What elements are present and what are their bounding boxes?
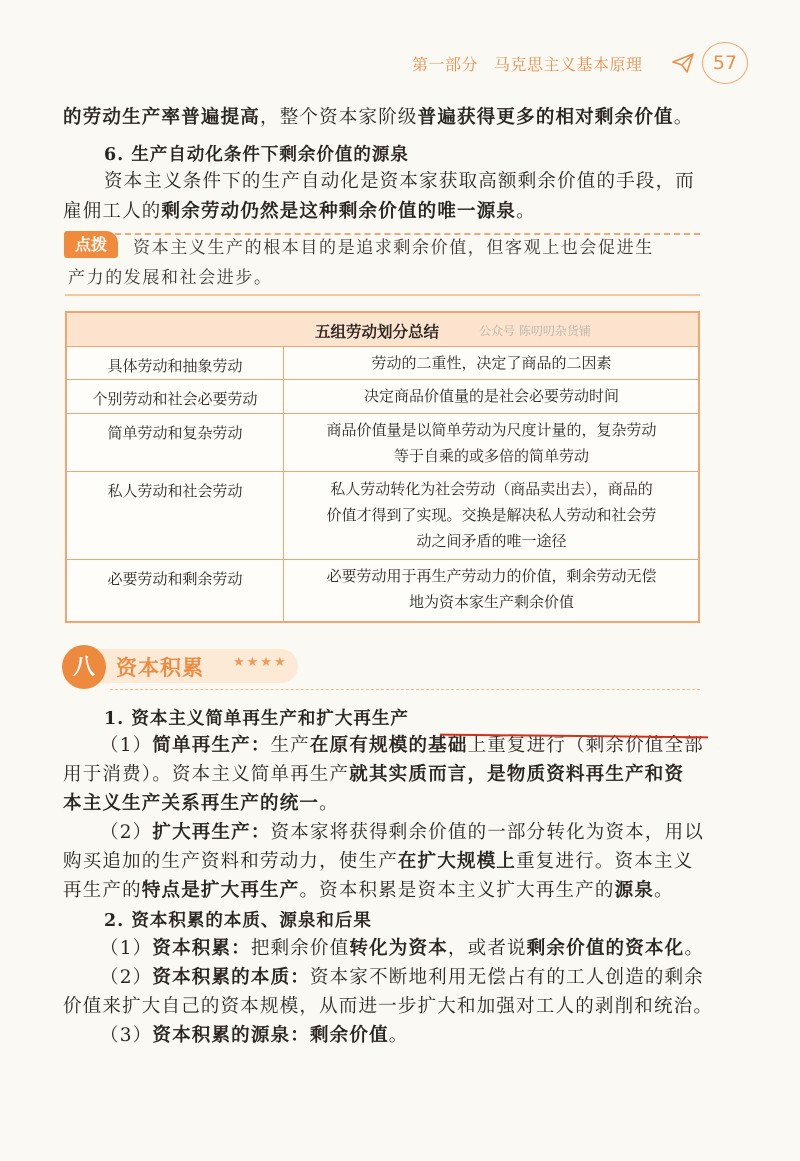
s2-p3-bold: 资本积累的源泉：剩余价值 [152,1025,389,1046]
header-part: 第一部分 [412,55,479,74]
s1-p2-end: 。 [654,880,674,901]
s1-p2-text-3: 重复进行。资本主义 [516,851,694,872]
sub-2-heading: 2. 资本积累的本质、源泉和后果 [104,911,372,931]
intro-bold-1: 的劳动生产率普遍提高 [63,107,261,128]
table-row [67,379,698,414]
row-text: 必要劳动用于再生产劳动力的价值，剩余劳动无偿 [326,567,657,585]
row-label: 私人劳动和社会劳动 [107,482,243,500]
s6-bold: 剩余劳动仍然是这种剩余价值的唯一源泉 [161,201,517,222]
sub-1-p1-line-2 [63,761,684,789]
table-cell-right [285,476,698,554]
s2-text-2: ，或者说 [447,938,527,959]
table-row [67,471,698,560]
paper-plane-icon [672,53,694,73]
table-title-row [67,313,698,347]
s2-bold-2: 剩余价值的资本化 [526,938,685,959]
row-text: 等于自乘的或多倍的简单劳动 [393,447,589,465]
row-label: 具体劳动和抽象劳动 [107,357,243,375]
tip-line-1: 资本主义生产的根本目的是追求剩余价值，但客观上也会促进生 [133,238,654,258]
page-number: 57 [702,42,748,84]
intro-text-1: ，整个资本家阶级 [260,107,418,128]
row-text: 动之间矛盾的唯一途径 [416,532,567,550]
s6-end: 。 [516,201,536,222]
s2-p2-text: 资本家不断地利用无偿占有的工人创造的剩余 [309,967,704,988]
intro-bold-2: 普遍获得更多的相对剩余价值 [417,107,674,128]
section-8-number: 八 [62,645,106,689]
row-text: 价值才得到了实现。交换是解决私人劳动和社会劳 [326,506,657,524]
s2-text: 把剩余价值 [250,938,350,959]
row-text: 地为资本家生产剩余价值 [408,593,574,611]
table-cell-right [285,417,698,469]
sub-1-p1-line-3 [63,790,339,818]
table-cell-left [67,413,284,471]
section-8-rule [110,689,700,690]
s1-p2-text-5: 。资本积累是资本主义扩大再生产的 [299,880,615,901]
s2-p2-term: 资本积累的本质： [152,967,310,988]
s1-bold-3: 本主义生产关系再生产的统一 [63,793,320,814]
tip-line-2: 产力的发展和社会进步。 [68,268,273,288]
s1-p2-text: 资本家将获得剩余价值的一部分转化为资本，用以 [270,822,704,843]
row-text: 商品价值量是以简单劳动为尺度计量的，复杂劳动 [326,421,657,439]
table-row [67,346,698,380]
s1-text-2: 上重复进行（剩余价值全部 [467,735,704,756]
section-6-line-1: 资本主义条件下的生产自动化是资本家获取高额剩余价值的手段，而 [104,171,696,192]
sub-1-p2-line-1 [100,819,704,847]
intro-text-2: 。 [673,107,694,128]
section-6-line-2 [63,198,536,226]
s2-p2-num: （2） [100,967,153,988]
s1-p2-text-4: 再生产的 [63,880,142,901]
s1-p2-term: 扩大再生产： [152,822,271,843]
s1-p2-bold-3: 源泉 [614,880,655,901]
sub-2-p3 [100,1022,408,1050]
table-cell-left [67,471,284,559]
s1-p2-num: （2） [100,822,153,843]
s1-bold: 在原有规模的基础 [309,735,468,756]
table-cell-left [67,346,284,379]
s1-text: 生产 [270,735,310,756]
labor-summary-table [65,311,700,623]
s2-num: （1） [100,938,153,959]
tip-bottom-rule [65,294,700,296]
s2-term: 资本积累： [152,938,251,959]
table-title: 五组劳动划分总结 [315,323,440,341]
header-text [412,52,643,75]
s2-bold: 转化为资本 [349,938,448,959]
row-label: 必要劳动和剩余劳动 [107,570,243,588]
s1-p2-bold-2: 特点是扩大再生产 [141,880,300,901]
sub-1-heading: 1. 资本主义简单再生产和扩大再生产 [104,709,409,729]
table-cell-right [285,383,698,409]
tip-badge: 点拨 [64,231,118,258]
sub-1-p2-line-3 [63,877,674,905]
section-8-title: 资本积累 [116,655,204,680]
sub-2-p2-line-2: 价值来扩大自己的资本规模，从而进一步扩大和加强对工人的剥削和统治。 [63,996,714,1017]
table-cell-left [67,559,284,621]
table-cell-right [285,350,698,376]
table-cell-left [67,379,284,413]
s1-term: 简单再生产： [152,735,271,756]
row-label: 简单劳动和复杂劳动 [107,424,243,442]
s1-bold-2: 就其实质而言，是物质资料再生产和资 [349,764,685,785]
sub-2-p1 [100,935,704,963]
section-6-heading: 6. 生产自动化条件下剩余价值的源泉 [104,145,409,165]
table-watermark: 公众号 陈叨叨杂货铺 [479,324,591,338]
s1-end: 。 [319,793,339,814]
row-text: 私人劳动转化为社会劳动（商品卖出去），商品的 [330,480,653,498]
s1-p2-text-2: 购买追加的生产资料和劳动力，使生产 [63,851,398,872]
row-text: 劳动的二重性，决定了商品的二因素 [371,354,612,372]
sub-1-p2-line-2 [63,848,693,876]
s1-p2-bold: 在扩大规模上 [397,851,517,872]
importance-stars: ★★★★ [233,655,288,670]
table-row [67,413,698,472]
table-cell-right [285,563,698,615]
s6-text: 雇佣工人的 [63,201,162,222]
header-title: 马克思主义基本原理 [494,55,643,74]
s1-num: （1） [100,735,153,756]
intro-line [63,104,693,132]
running-header [380,38,770,90]
s2-p3-end: 。 [388,1025,409,1046]
sub-2-p2-line-1 [100,964,704,992]
s1-text-3: 用于消费）。资本主义简单再生产 [63,764,350,785]
s2-p3-num: （3） [100,1025,153,1046]
row-label: 个别劳动和社会必要劳动 [92,390,258,408]
table-row [67,559,698,621]
row-text: 决定商品价值量的是社会必要劳动时间 [363,387,619,405]
s2-end: 。 [684,938,705,959]
